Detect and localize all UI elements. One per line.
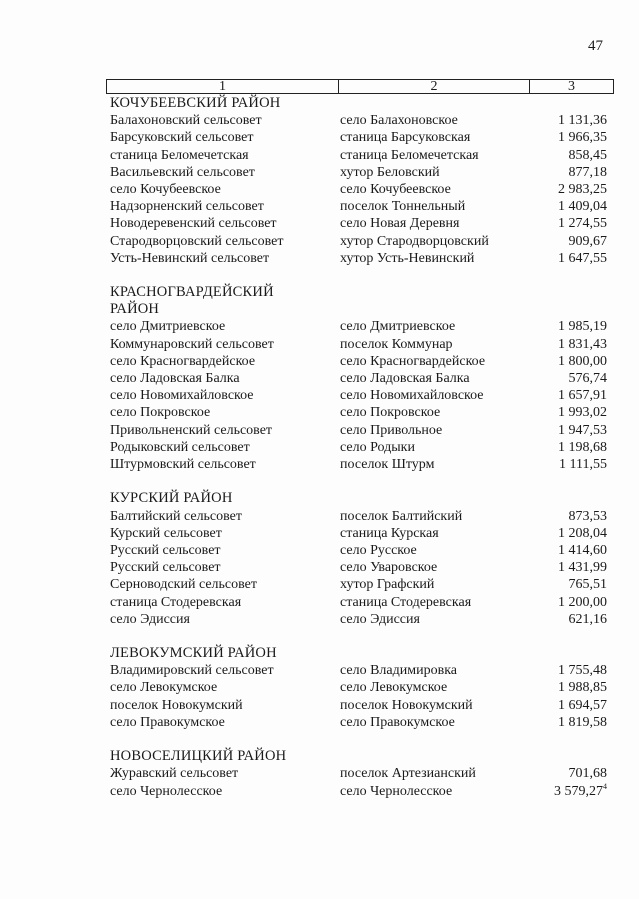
value-cell — [535, 559, 614, 576]
municipality-cell-text: село Новомихайловское — [110, 388, 254, 404]
value-cell-text: 1 409,04 — [558, 199, 607, 215]
settlement-cell — [340, 336, 535, 353]
municipality-cell — [110, 112, 340, 129]
table-row — [110, 404, 614, 421]
settlement-cell — [340, 508, 535, 525]
municipality-cell — [110, 370, 340, 387]
settlement-cell-text: станица Стодеревская — [340, 594, 472, 610]
municipality-cell — [110, 559, 340, 576]
municipality-cell-text: село Кочубеевское — [110, 181, 221, 197]
municipality-cell-text: село Ладовская Балка — [110, 371, 240, 387]
settlement-cell — [340, 370, 535, 387]
municipality-cell-text: Русский сельсовет — [110, 542, 221, 558]
value-cell — [535, 198, 614, 215]
section-spacer — [110, 473, 614, 490]
municipality-cell-text: Балахоновский сельсовет — [110, 113, 262, 129]
settlement-cell-text: село Родыки — [340, 439, 415, 455]
settlement-cell — [340, 181, 535, 198]
value-cell — [535, 147, 614, 164]
table-row — [110, 697, 614, 714]
value-cell — [535, 576, 614, 593]
value-cell — [535, 215, 614, 232]
settlement-cell — [340, 439, 535, 456]
value-cell — [535, 353, 614, 370]
municipality-cell — [110, 353, 340, 370]
municipality-cell-text: станица Стодеревская — [110, 594, 242, 610]
column-3-header: 3 — [568, 79, 575, 94]
municipality-cell — [110, 250, 340, 267]
settlement-cell — [340, 215, 535, 232]
value-cell-text: 1 131,36 — [558, 113, 607, 129]
settlement-cell-text: село Дмитриевское — [340, 319, 456, 335]
settlement-cell-text: село Эдиссия — [340, 611, 420, 627]
municipality-cell-text: Привольненский сельсовет — [110, 422, 273, 438]
municipality-cell-text: Русский сельсовет — [110, 560, 221, 576]
value-cell — [535, 387, 614, 404]
settlement-cell-text: поселок Коммунар — [340, 336, 453, 352]
municipality-cell-text: станица Беломечетская — [110, 147, 249, 163]
municipality-cell — [110, 542, 340, 559]
settlement-cell — [340, 112, 535, 129]
settlement-cell — [340, 250, 535, 267]
page-number: 47 — [588, 38, 603, 54]
municipality-cell-text: Штурмовский сельсовет — [110, 456, 256, 472]
value-cell — [535, 439, 614, 456]
value-cell — [535, 336, 614, 353]
municipality-cell — [110, 714, 340, 731]
table-row — [110, 439, 614, 456]
column-1-header: 1 — [107, 80, 339, 93]
settlement-cell-text: хутор Стародворцовский — [340, 233, 489, 249]
district-title: КОЧУБЕЕВСКИЙ РАЙОН — [110, 95, 281, 111]
settlement-cell — [340, 422, 535, 439]
settlement-cell-text: село Покровское — [340, 405, 441, 421]
table-row — [110, 318, 614, 335]
settlement-cell — [340, 164, 535, 181]
table-row — [110, 147, 614, 164]
value-cell — [535, 404, 614, 421]
settlement-cell-text: село Владимировка — [340, 663, 458, 679]
municipality-cell — [110, 422, 340, 439]
municipality-cell — [110, 697, 340, 714]
value-cell-text: 909,67 — [568, 233, 607, 249]
settlement-cell — [340, 147, 535, 164]
municipality-cell — [110, 387, 340, 404]
settlement-cell — [340, 576, 535, 593]
settlement-cell — [340, 198, 535, 215]
settlement-cell — [340, 559, 535, 576]
table-row — [110, 112, 614, 129]
municipality-cell — [110, 404, 340, 421]
municipality-cell-text: Стародворцовский сельсовет — [110, 233, 284, 249]
value-cell-text: 1 111,55 — [559, 456, 607, 472]
settlement-cell — [340, 783, 535, 800]
settlement-cell-text: село Кочубеевское — [340, 181, 451, 197]
municipality-cell — [110, 336, 340, 353]
settlement-cell-text: село Правокумское — [340, 714, 455, 730]
value-cell-text: 1 694,57 — [558, 697, 607, 713]
value-cell — [535, 181, 614, 198]
table-row — [110, 370, 614, 387]
value-cell — [535, 129, 614, 146]
settlement-cell — [340, 525, 535, 542]
value-cell-text: 701,68 — [568, 766, 607, 782]
settlement-cell — [340, 353, 535, 370]
municipality-cell-text: Усть-Невинский сельсовет — [110, 250, 270, 266]
value-cell-text: 1 414,60 — [558, 542, 607, 558]
municipality-cell — [110, 164, 340, 181]
value-cell — [535, 697, 614, 714]
value-cell-text: 1 947,53 — [558, 422, 607, 438]
value-cell-text: 877,18 — [568, 164, 607, 180]
settlement-cell-text: село Привольное — [340, 422, 443, 438]
municipality-cell-text: село Красногвардейское — [110, 353, 256, 369]
settlement-cell — [340, 679, 535, 696]
value-cell — [535, 508, 614, 525]
municipality-cell-text: Серноводский сельсовет — [110, 577, 257, 593]
municipality-cell-text: Барсуковский сельсовет — [110, 130, 254, 146]
municipality-cell-text: село Чернолесское — [110, 783, 223, 799]
municipality-cell-text: Надзорненский сельсовет — [110, 199, 264, 215]
value-cell-text: 1 966,35 — [558, 130, 607, 146]
municipality-cell-text: село Дмитриевское — [110, 319, 226, 335]
value-cell-text: 858,45 — [568, 147, 607, 163]
settlement-cell — [340, 714, 535, 731]
municipality-cell — [110, 147, 340, 164]
settlement-cell-text: станица Барсуковская — [340, 130, 471, 146]
table-row — [110, 129, 614, 146]
municipality-cell — [110, 318, 340, 335]
value-cell-text: 765,51 — [568, 577, 607, 593]
value-cell — [535, 422, 614, 439]
table-row — [110, 508, 614, 525]
municipality-cell — [110, 129, 340, 146]
municipality-cell-text: село Эдиссия — [110, 611, 190, 627]
section-spacer — [110, 267, 614, 284]
settlement-cell-text: поселок Балтийский — [340, 508, 463, 524]
settlement-cell — [340, 611, 535, 628]
table-body — [110, 95, 614, 800]
value-cell-text: 1 831,43 — [558, 336, 607, 352]
municipality-cell-text: Родыковский сельсовет — [110, 439, 250, 455]
table-row — [110, 679, 614, 696]
settlement-cell-text: поселок Тоннельный — [340, 199, 466, 215]
table-row — [110, 387, 614, 404]
settlement-cell-text: село Чернолесское — [340, 783, 453, 799]
value-cell — [535, 783, 614, 800]
table-row — [110, 611, 614, 628]
municipality-cell — [110, 783, 340, 800]
value-cell — [535, 370, 614, 387]
municipality-cell-text: Журавский сельсовет — [110, 766, 239, 782]
value-cell-text: 1 208,04 — [558, 525, 607, 541]
settlement-cell — [340, 594, 535, 611]
district-title: РАЙОН — [110, 301, 160, 318]
municipality-cell — [110, 662, 340, 679]
table-row — [110, 198, 614, 215]
value-cell-text: 1 200,00 — [558, 594, 607, 610]
value-cell-text: 1 274,55 — [558, 216, 607, 232]
municipality-cell — [110, 439, 340, 456]
settlement-cell-text: станица Курская — [340, 525, 439, 541]
table-row — [110, 783, 614, 800]
value-cell-text: 1 985,19 — [558, 319, 607, 335]
value-cell — [535, 594, 614, 611]
settlement-cell — [340, 697, 535, 714]
value-cell-text: 621,16 — [568, 611, 607, 627]
table-row — [110, 250, 614, 267]
municipality-cell — [110, 198, 340, 215]
table-row — [110, 181, 614, 198]
table-row — [110, 164, 614, 181]
settlement-cell-text: поселок Артезианский — [340, 766, 476, 782]
value-cell — [535, 456, 614, 473]
settlement-cell-text: село Уваровское — [340, 560, 438, 576]
settlement-cell — [340, 542, 535, 559]
municipality-cell-text: Балтийский сельсовет — [110, 508, 243, 524]
settlement-cell-text: хутор Беловский — [340, 164, 440, 180]
municipality-cell-text: Новодеревенский сельсовет — [110, 216, 277, 232]
municipality-cell-text: Коммунаровский сельсовет — [110, 336, 274, 352]
settlement-cell-text: село Ладовская Балка — [340, 371, 470, 387]
settlement-cell-text: село Красногвардейское — [340, 353, 486, 369]
table-row — [110, 765, 614, 782]
value-cell-text: 873,53 — [568, 508, 607, 524]
value-cell — [535, 714, 614, 731]
settlement-cell — [340, 404, 535, 421]
settlement-cell-text: село Левокумское — [340, 680, 448, 696]
settlement-cell — [340, 233, 535, 250]
table-row — [110, 422, 614, 439]
settlement-cell — [340, 318, 535, 335]
settlement-cell — [340, 765, 535, 782]
value-cell — [535, 233, 614, 250]
district-title: НОВОСЕЛИЦКИЙ РАЙОН — [110, 748, 287, 765]
municipality-cell — [110, 611, 340, 628]
municipality-cell — [110, 233, 340, 250]
municipality-cell-text: поселок Новокумский — [110, 697, 243, 713]
value-cell — [535, 679, 614, 696]
municipality-cell-text: село Правокумское — [110, 714, 225, 730]
table-row — [110, 594, 614, 611]
settlement-cell-text: поселок Новокумский — [340, 697, 473, 713]
value-cell-text: 576,74 — [568, 371, 607, 387]
value-cell — [535, 765, 614, 782]
district-title: КУРСКИЙ РАЙОН — [110, 490, 233, 507]
table-row — [110, 456, 614, 473]
table-row — [110, 353, 614, 370]
section-spacer — [110, 628, 614, 645]
section-spacer — [110, 731, 614, 748]
value-cell-text: 1 988,85 — [558, 680, 607, 696]
settlement-cell-text: село Новомихайловское — [340, 388, 484, 404]
settlement-cell-text: поселок Штурм — [340, 456, 435, 472]
table-row — [110, 233, 614, 250]
value-cell — [535, 662, 614, 679]
settlement-cell-text: село Балахоновское — [340, 113, 458, 129]
value-cell — [535, 112, 614, 129]
municipality-cell — [110, 508, 340, 525]
value-cell-text: 1 819,58 — [558, 714, 607, 730]
value-cell — [535, 525, 614, 542]
municipality-cell-text: село Левокумское — [110, 680, 218, 696]
value-cell — [535, 611, 614, 628]
table-row — [110, 559, 614, 576]
value-cell-text: 1 657,91 — [558, 388, 607, 404]
table-row — [110, 336, 614, 353]
value-cell-text: 1 198,68 — [558, 439, 607, 455]
settlement-cell-text: село Русское — [340, 542, 417, 558]
settlement-cell-text: хутор Графский — [340, 577, 435, 593]
column-2-header: 2 — [339, 80, 530, 93]
value-cell-text: 1 755,48 — [558, 663, 607, 679]
value-cell-text: 1 647,55 — [558, 250, 607, 266]
value-cell — [535, 164, 614, 181]
table-row — [110, 525, 614, 542]
value-cell-text: 1 800,00 — [558, 353, 607, 369]
municipality-cell — [110, 594, 340, 611]
municipality-cell — [110, 765, 340, 782]
value-cell-text: 3 579,27 — [554, 783, 603, 799]
table-column-header — [106, 79, 614, 94]
settlement-cell — [340, 456, 535, 473]
table-row — [110, 576, 614, 593]
table-row — [110, 215, 614, 232]
municipality-cell — [110, 456, 340, 473]
table-row — [110, 662, 614, 679]
value-cell — [535, 250, 614, 267]
footnote-marker: 4 — [603, 781, 607, 791]
district-title: КРАСНОГВАРДЕЙСКИЙ — [110, 284, 274, 301]
value-cell-text: 1 431,99 — [558, 560, 607, 576]
municipality-cell — [110, 525, 340, 542]
settlement-cell — [340, 662, 535, 679]
value-cell-text: 2 983,25 — [558, 181, 607, 197]
table-row — [110, 714, 614, 731]
municipality-cell — [110, 215, 340, 232]
district-title: ЛЕВОКУМСКИЙ РАЙОН — [110, 645, 277, 662]
settlement-cell — [340, 387, 535, 404]
municipality-cell-text: Курский сельсовет — [110, 525, 222, 541]
municipality-cell — [110, 181, 340, 198]
settlement-cell-text: станица Беломечетская — [340, 147, 479, 163]
municipality-cell-text: Владимировский сельсовет — [110, 663, 274, 679]
value-cell-text: 1 993,02 — [558, 405, 607, 421]
value-cell — [535, 542, 614, 559]
settlement-cell-text: село Новая Деревня — [340, 216, 460, 232]
value-cell — [535, 318, 614, 335]
settlement-cell-text: хутор Усть-Невинский — [340, 250, 475, 266]
municipality-cell-text: Васильевский сельсовет — [110, 164, 255, 180]
settlement-cell — [340, 129, 535, 146]
municipality-cell — [110, 679, 340, 696]
table-row — [110, 542, 614, 559]
municipality-cell-text: село Покровское — [110, 405, 211, 421]
municipality-cell — [110, 576, 340, 593]
